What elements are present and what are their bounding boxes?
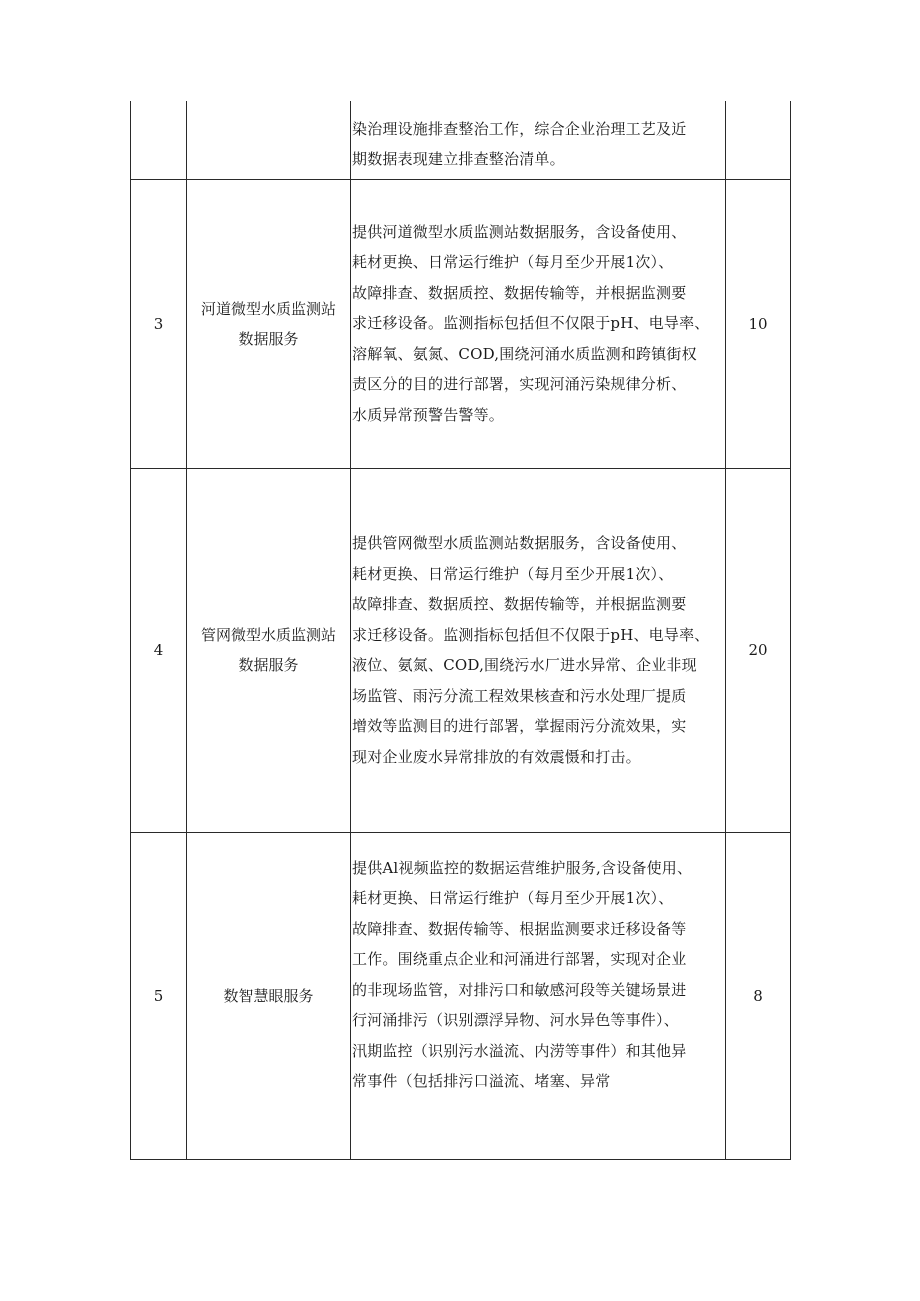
- description-line: 水质异常预警告警等。: [352, 405, 505, 424]
- description-line: 液位、氨氮、COD,围绕污水厂进水异常、企业非现: [352, 656, 697, 674]
- description-line: 染治理设施排查整治工作，综合企业治理工艺及近: [352, 119, 687, 138]
- description-line: 故障排查、数据质控、数据传输等，并根据监测要: [352, 283, 687, 302]
- service-description: [351, 468, 726, 832]
- description-line: 工作。围绕重点企业和河涌进行部署，实现对企业: [352, 950, 687, 968]
- description-line: 提供Al视频监控的数据运营维护服务,含设备使用、: [352, 858, 693, 877]
- service-description: [351, 832, 726, 1159]
- table-row: [131, 468, 791, 832]
- description-line: 的非现场监管，对排污口和敏感河段等关键场景进: [352, 980, 687, 999]
- quantity: [726, 101, 791, 179]
- table-row: [131, 179, 791, 468]
- service-table: [130, 101, 791, 1160]
- table-row: [131, 832, 791, 1159]
- row-number: [131, 101, 187, 179]
- service-description: [351, 179, 726, 468]
- description-line: 汛期监控（识别污水溢流、内涝等事件）和其他异: [352, 1041, 687, 1060]
- description-line: 期数据表现建立排查整治清单。: [352, 150, 565, 169]
- description-line: 现对企业废水异常排放的有效震慑和打击。: [352, 747, 641, 766]
- service-name-line: 数据服务: [238, 329, 299, 348]
- quantity: 8: [726, 832, 791, 1159]
- description-line: 提供管网微型水质监测站数据服务，含设备使用、: [352, 534, 687, 552]
- quantity: 20: [726, 468, 791, 832]
- description-line: 故障排查、数据传输等、根据监测要求迁移设备等: [352, 919, 687, 938]
- description-line: 场监管、雨污分流工程效果核查和污水处理厂提质: [352, 686, 687, 705]
- service-name: [187, 101, 351, 179]
- description-line: 提供河道微型水质监测站数据服务，含设备使用、: [352, 222, 687, 241]
- description-line: 责区分的目的进行部署，实现河涌污染规律分析、: [352, 375, 687, 394]
- description-line: 增效等监测目的进行部署，掌握雨污分流效果，实: [352, 717, 687, 735]
- service-name: [187, 468, 351, 832]
- description-line: 行河涌排污（识别漂浮异物、河水异色等事件）、: [352, 1011, 679, 1029]
- description-line: 常事件（包括排污口溢流、堵塞、异常: [352, 1072, 611, 1090]
- description-line: 故障排查、数据质控、数据传输等，并根据监测要: [352, 595, 687, 613]
- service-name-line: 数智慧眼服务: [223, 986, 314, 1005]
- row-number: 4: [131, 468, 187, 832]
- service-name: [187, 179, 351, 468]
- service-name: [187, 832, 351, 1159]
- description-line: 求迁移设备。监测指标包括但不仅限于pH、电导率、: [352, 314, 710, 333]
- row-number: 5: [131, 832, 187, 1159]
- description-line: 溶解氧、氨氮、COD,围绕河涌水质监测和跨镇街权: [352, 344, 697, 363]
- description-line: 耗材更换、日常运行维护（每月至少开展1次）、: [352, 253, 674, 272]
- service-name-line: 管网微型水质监测站: [200, 626, 336, 644]
- service-name-line: 数据服务: [238, 656, 299, 674]
- description-line: 耗材更换、日常运行维护（每月至少开展1次）、: [352, 889, 674, 907]
- description-line: 耗材更换、日常运行维护（每月至少开展1次）、: [352, 564, 674, 583]
- row-number: 3: [131, 179, 187, 468]
- table-row: [131, 101, 791, 179]
- service-description: [351, 101, 726, 179]
- quantity: 10: [726, 179, 791, 468]
- service-name-line: 河道微型水质监测站: [200, 299, 336, 318]
- description-line: 求迁移设备。监测指标包括但不仅限于pH、电导率、: [352, 625, 710, 644]
